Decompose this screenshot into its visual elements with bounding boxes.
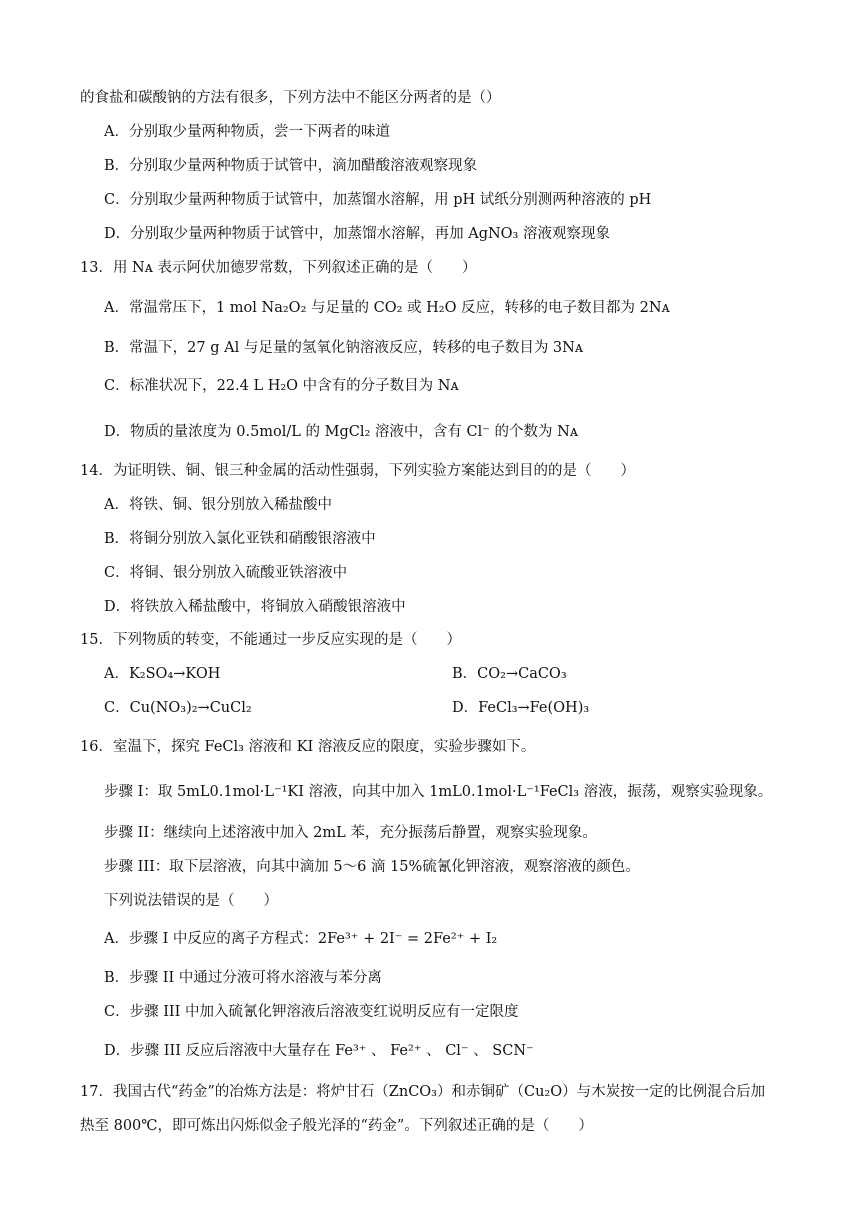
q12-option-d: D．分别取少量两种物质于试管中，加蒸馏水溶解，再加 AgNO₃ 溶液观察现象 [104,226,610,242]
q16-stem: 16．室温下，探究 FeCl₃ 溶液和 KI 溶液反应的限度，实验步骤如下。 [80,739,536,755]
q16-question: 下列说法错误的是（ ） [104,893,278,909]
q16-option-c: C．步骤 III 中加入硫氰化钾溶液后溶液变红说明反应有一定限度 [104,1004,519,1020]
q16-option-b: B．步骤 II 中通过分液可将水溶液与苯分离 [104,970,382,986]
q17-stem-line-2: 热至 800℃，即可炼出闪烁似金子般光泽的“药金”。下列叙述正确的是（ ） [80,1118,593,1134]
q16-option-a: A．步骤 I 中反应的离子方程式：2Fe³⁺ + 2I⁻ = 2Fe²⁺ + I₂ [104,931,498,947]
q14-option-a: A．将铁、铜、银分别放入稀盐酸中 [104,497,332,513]
q15-option-c: C．Cu(NO₃)₂→CuCl₂ [104,700,252,716]
q14-stem: 14．为证明铁、铜、银三种金属的活动性强弱，下列实验方案能达到目的的是（ ） [80,463,635,479]
q16-step-3: 步骤 III：取下层溶液，向其中滴加 5～6 滴 15%硫氰化钾溶液，观察溶液的颜色。 [104,859,640,875]
q13-stem: 13．用 Nᴀ 表示阿伏加德罗常数，下列叙述正确的是（ ） [80,260,477,276]
q13-option-d: D．物质的量浓度为 0.5mol/L 的 MgCl₂ 溶液中，含有 Cl⁻ 的个数为 Nᴀ [104,424,579,440]
q15-option-d: D．FeCl₃→Fe(OH)₃ [452,700,590,716]
q14-option-d: D．将铁放入稀盐酸中，将铜放入硝酸银溶液中 [104,599,406,615]
q14-option-c: C．将铜、银分别放入硫酸亚铁溶液中 [104,565,348,581]
q12-option-c: C．分别取少量两种物质于试管中，加蒸馏水溶解，用 pH 试纸分别测两种溶液的 pH [104,192,652,208]
q13-option-b: B．常温下，27 g Al 与足量的氢氧化钠溶液反应，转移的电子数目为 3Nᴀ [104,340,584,356]
q15-option-a: A．K₂SO₄→KOH [104,666,221,682]
q12-option-a: A．分别取少量两种物质，尝一下两者的味道 [104,124,390,140]
q17-stem-line-1: 17．我国古代“药金”的冶炼方法是：将炉甘石（ZnCO₃）和赤铜矿（Cu₂O）与木炭按一定的比例混合后加 [80,1084,766,1100]
q16-step-2: 步骤 II：继续向上述溶液中加入 2mL 苯，充分振荡后静置，观察实验现象。 [104,825,597,841]
q13-option-c: C．标准状况下，22.4 L H₂O 中含有的分子数目为 Nᴀ [104,378,459,394]
q16-option-d: D．步骤 III 反应后溶液中大量存在 Fe³⁺ 、 Fe²⁺ 、 Cl⁻ 、 SCN⁻ [104,1043,534,1059]
q13-option-a: A．常温常压下，1 mol Na₂O₂ 与足量的 CO₂ 或 H₂O 反应，转移的电子数目都为 2Nᴀ [104,300,670,316]
q12-option-b: B．分别取少量两种物质于试管中，滴加醋酸溶液观察现象 [104,158,478,174]
q12-intro: 的食盐和碳酸钠的方法有很多，下列方法中不能区分两者的是（） [80,90,501,106]
q16-step-1: 步骤 I：取 5mL0.1mol·L⁻¹KI 溶液，向其中加入 1mL0.1mol·L⁻¹FeCl₃ 溶液，振荡，观察实验现象。 [104,784,773,800]
q14-option-b: B．将铜分别放入氯化亚铁和硝酸银溶液中 [104,531,376,547]
q15-stem: 15．下列物质的转变，不能通过一步反应实现的是（ ） [80,632,461,648]
q15-option-b: B．CO₂→CaCO₃ [452,666,567,682]
